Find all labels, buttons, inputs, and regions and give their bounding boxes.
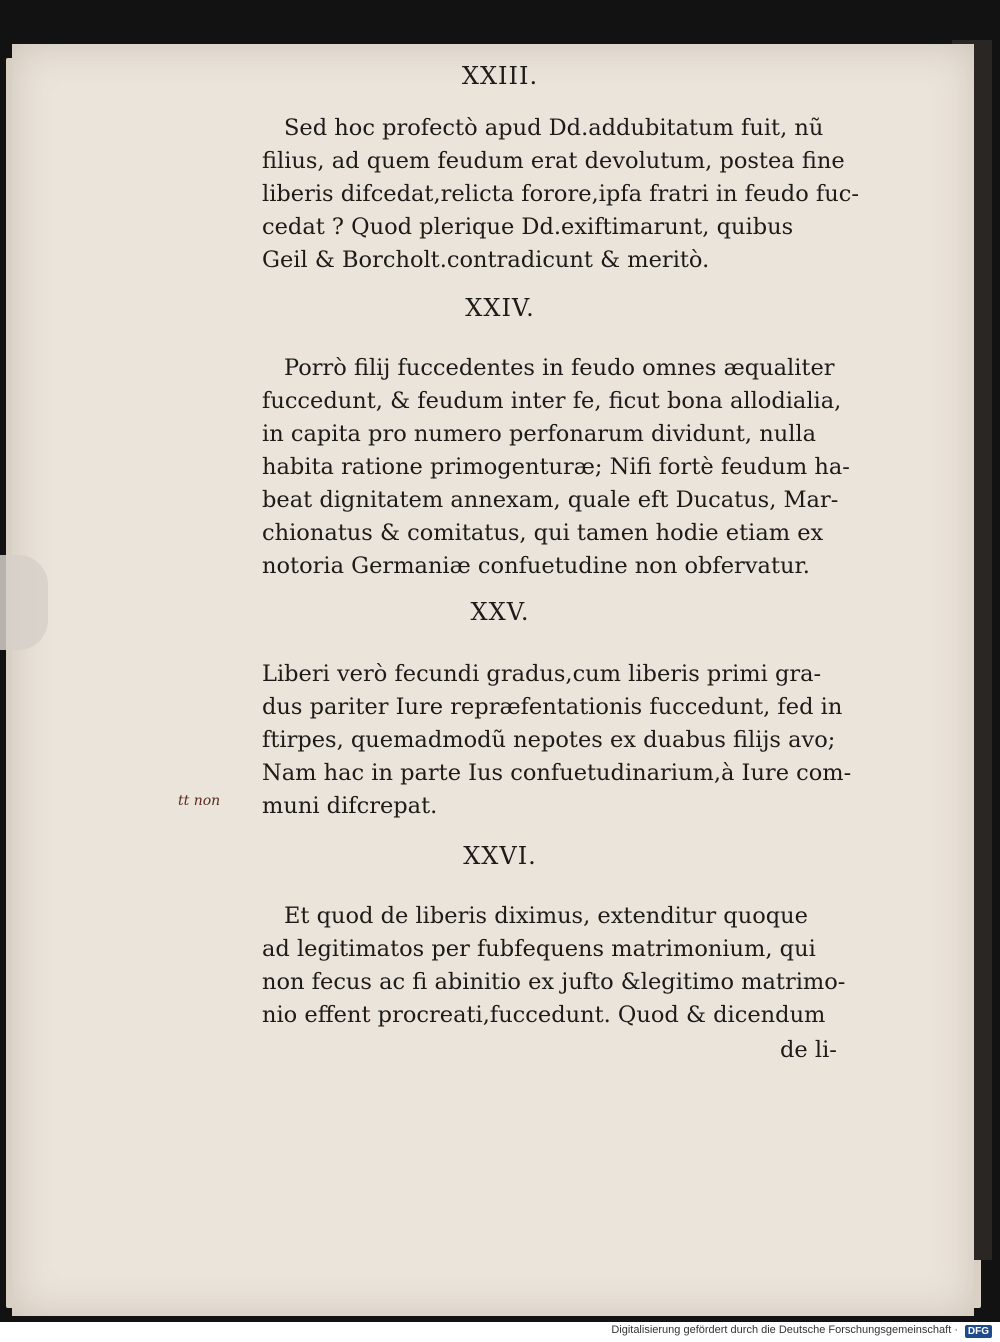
text-line: Nam hac in parte Ius confuetudinarium,à Iure com- [262,760,852,786]
text-line: cedat ? Quod plerique Dd.exiftimarunt, quibus [262,214,794,240]
text-line: dus pariter Iure repræfentationis fuccedunt, fed in [262,694,843,720]
text-line: in capita pro numero perfonarum dividunt, nulla [262,421,817,447]
page-number: XXIII. [461,62,539,90]
text-line: chionatus & comitatus, qui tamen hodie etiam ex [262,520,824,546]
section-heading-xxvi: XXVI. [463,842,537,870]
text-line: Geil & Borcholt.contradicunt & meritò. [262,247,710,273]
text-line: habita ratione primogenturæ; Nifi fortè feudum ha- [262,454,850,480]
handwritten-margin-note: tt non [178,793,221,809]
text-line: non fecus ac fi abinitio ex jufto &legitimo matrimo- [262,969,846,995]
text-line: fuccedunt, & feudum inter fe, ficut bona allodialia, [262,388,842,414]
dfg-logo: DFG [965,1325,992,1338]
section-heading-xxiv: XXIV. [465,294,535,322]
paragraph-xxiv [262,352,850,583]
text-line: nio effent procreati,fuccedunt. Quod & dicendum [262,1002,826,1028]
text-line: ftirpes, quemadmodũ nepotes ex duabus filijs avo; [262,727,836,753]
text-line: notoria Germaniæ confuetudine non obfervatur. [262,553,810,579]
paragraph-xxv [262,658,852,823]
paragraph-xxvi [262,900,846,1032]
text-line: ad legitimatos per fubfequens matrimonium, qui [262,936,816,962]
text-line: muni difcrepat. [262,793,438,819]
catchword: de li- [780,1037,837,1063]
text-line: Sed hoc profectò apud Dd.addubitatum fuit, nũ [284,115,824,141]
text-line: liberis difcedat,relicta forore,ipfa fratri in feudo fuc- [262,181,859,207]
text-line: beat dignitatem annexam, quale eft Ducatus, Mar- [262,487,839,513]
text-line: filius, ad quem feudum erat devolutum, postea fine [262,148,845,174]
paragraph-intro [262,112,859,277]
section-heading-xxv: XXV. [470,598,530,626]
text-line: Porrò filij fuccedentes in feudo omnes æqualiter [284,355,835,381]
text-line: Liberi verò fecundi gradus,cum liberis primi gra- [262,661,822,687]
text-line: Et quod de liberis diximus, extenditur quoque [284,903,808,929]
footer-credit: Digitalisierung gefördert durch die Deutsche Forschungsgemeinschaft · [611,1324,958,1336]
